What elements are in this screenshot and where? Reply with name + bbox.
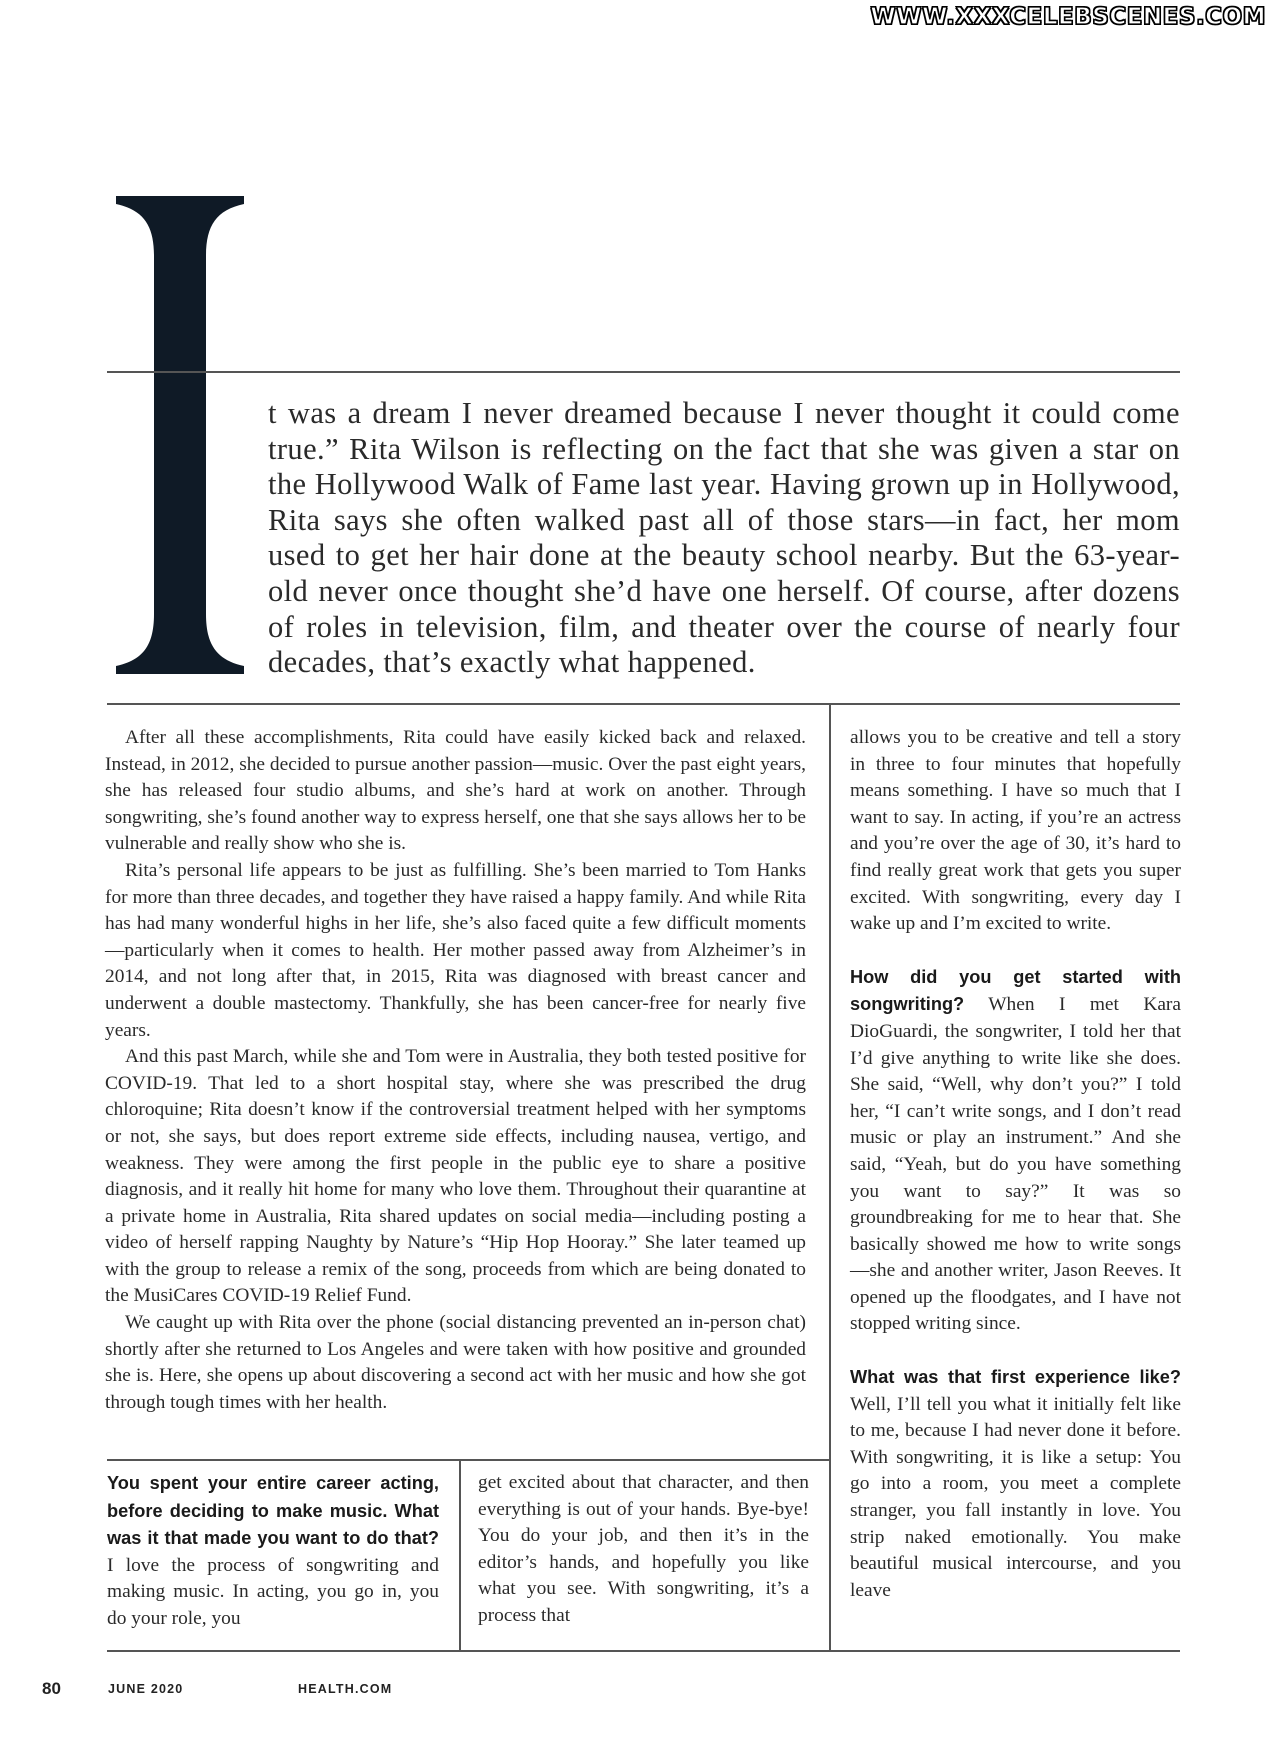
- lede-paragraph: t was a dream I never dreamed because I never thought it could come true.” Rita Wilson is reflecting on the fact that she was given a star on the Hollywood Walk of Fame last year. Having grown up in Hollywood, Rita says she often walked past all of those stars—in fact, her mom used to get her hair done at the beauty school nearby. But the 63-year-old never once thought she’d have one herself. Of course, after dozens of roles in television, film, and theater over the course of nearly four decades, that’s exactly what happened.: [268, 396, 1180, 680]
- interview-answer-continued: allows you to be creative and tell a story in three to four minutes that hopefully means something. I have so much that I want to say. In acting, if you’re an actress and you’re over the age of 30, it’s hard to find really great work that gets you super excited. With songwriting, every day I wake up and I’m excited to write.: [850, 727, 1181, 935]
- drop-cap-letter: [108, 196, 248, 674]
- watermark-text: WWW.XXXCELEBSCENES.COM: [870, 4, 1266, 30]
- intro-paragraph: And this past March, while she and Tom were in Australia, they both tested positive for COVID-19. That led to a short hospital stay, where she was prescribed the drug chloroquine; Rita doesn’t know if the controversial treatment helped with her symptoms or not, she says, but does report extreme side effects, including nausea, vertigo, and weakness. They were among the first people in the public eye to share a positive diagnosis, and it really hit home for many who love them. Throughout their quarantine at a private home in Australia, Rita shared updates on social media—including posting a video of herself rapping Naughty by Nature’s “Hip Hop Hooray.” She later teamed up with the group to release a remix of the song, proceeds from which are being donated to the MusiCares COVID-19 Relief Fund.: [105, 1046, 806, 1307]
- issue-date: JUNE 2020: [108, 1682, 184, 1696]
- qa-column-middle: [478, 1470, 809, 1630]
- lede-bottom-rule: [107, 703, 1180, 705]
- interview-question: What was that first experience like?: [850, 1367, 1181, 1388]
- footer-rule: [107, 1650, 1180, 1652]
- interview-answer: Well, I’ll tell you what it initially felt like to me, because I had never done it before. With songwriting, it is like a setup: You go into a room, you meet a complete stranger, you fall instantly in love. You strip naked emotionally. You make beautiful musical intercourse, and you leave: [850, 1393, 1181, 1601]
- intro-paragraph: After all these accomplishments, Rita could have easily kicked back and relaxed. Instead, in 2012, she decided to pursue another passion—music. Over the past eight years, she has released four studio albums, and she’s hard at work on another. Through songwriting, she’s found another way to express herself, one that she says allows her to be vulnerable and really show who she is.: [105, 727, 806, 855]
- interview-answer-continued: get excited about that character, and then everything is out of your hands. Bye-bye! You do your job, and then it’s in the editor’s hands, and hopefully you like what you see. With songwriting, it’s a process that: [478, 1472, 809, 1626]
- intro-paragraph: We caught up with Rita over the phone (social distancing prevented an in-person chat) shortly after she returned to Los Angeles and were taken with how positive and grounded she is. Here, she opens up about discovering a second act with her music and how she got through tough times with her health.: [105, 1312, 806, 1413]
- qa-column-left: [107, 1470, 439, 1633]
- interview-answer: I love the process of songwriting and making music. In acting, you go in, you do your role, you: [107, 1554, 439, 1629]
- column-divider-left: [459, 1459, 461, 1650]
- lede-top-rule: [107, 371, 1180, 373]
- site-name: HEALTH.COM: [298, 1682, 393, 1696]
- intro-paragraph: Rita’s personal life appears to be just as fulfilling. She’s been married to Tom Hanks for more than three decades, and together they have raised a happy family. And while Rita has had many wonderful highs in her life, she’s also faced quite a few difficult moments—particularly when it comes to health. Her mother passed away from Alzheimer’s in 2014, and not long after that, in 2015, Rita was diagnosed with breast cancer and underwent a double mastectomy. Thankfully, she has been cancer-free for nearly five years.: [105, 859, 806, 1041]
- interview-question: How did you get started with songwriting?: [850, 966, 1181, 1015]
- intro-column: [105, 725, 806, 1416]
- interview-question: You spent your entire career acting, before deciding to make music. What was it that made you want to do that?: [107, 1473, 439, 1549]
- interview-answer: When I met Kara DioGuardi, the songwriter, I told her that I’d give anything to write like she does. She said, “Well, why don’t you?” I told her, “I can’t write songs, and I don’t read music or play an instrument.” And she said, “Yeah, but do you have something you want to say?” It was so groundbreaking for me to hear that. She basically showed me how to write songs—she and another writer, Jason Reeves. It opened up the floodgates, and I have not stopped writing since.: [850, 994, 1181, 1335]
- qa-column-right: [850, 725, 1181, 1604]
- page-number: 80: [42, 1679, 61, 1698]
- column-divider-right: [829, 703, 831, 1650]
- qa-top-rule: [107, 1459, 829, 1461]
